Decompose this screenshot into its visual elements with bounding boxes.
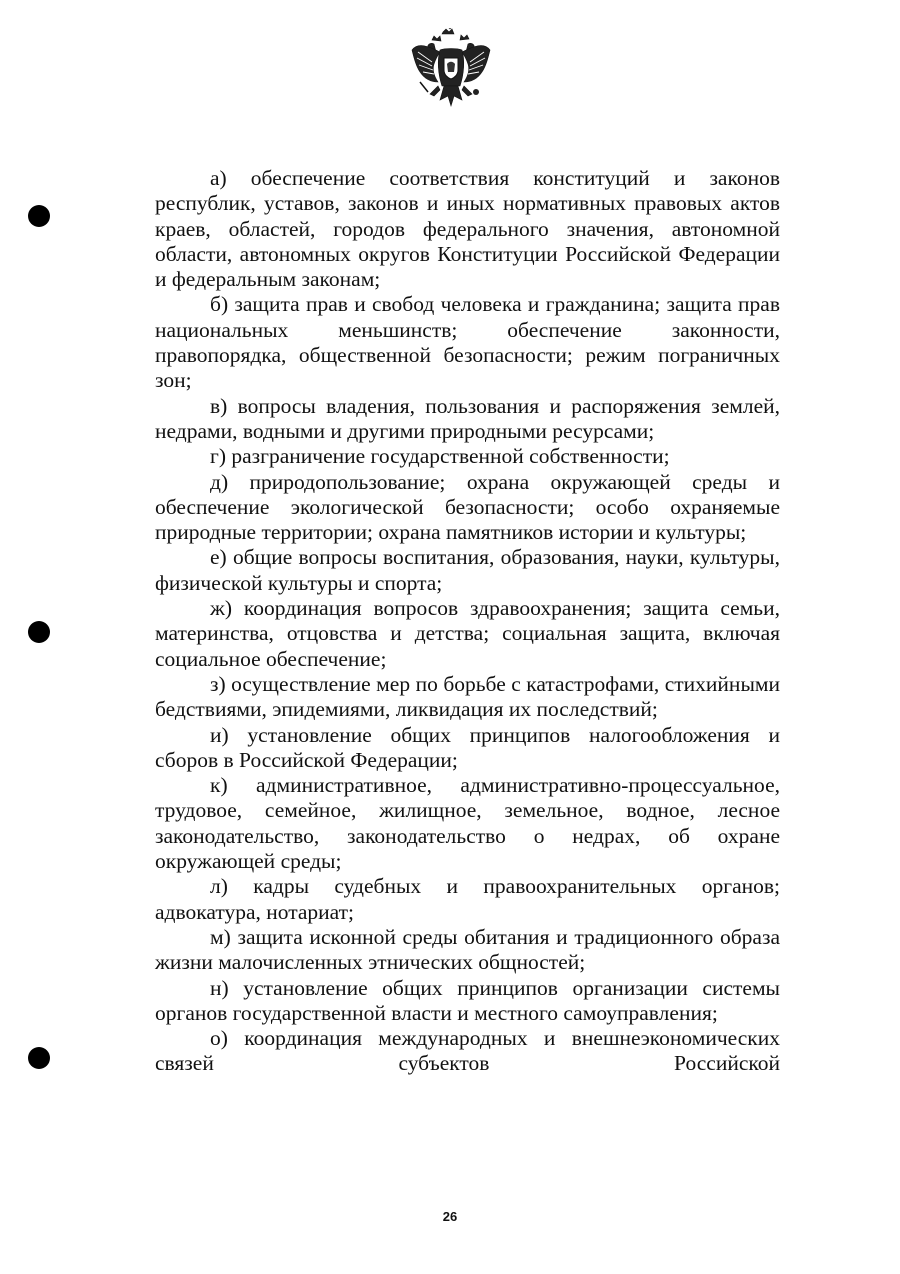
paragraph: з) осуществление мер по борьбе с катастрофами, стихийными бедствиями, эпидемиями, ликвидация их последствий;	[155, 671, 780, 722]
double-headed-eagle-emblem-icon	[410, 28, 492, 112]
paragraph: л) кадры судебных и правоохранительных органов; адвокатура, нотариат;	[155, 874, 780, 924]
paragraph: д) природопользование; охрана окружающей среды и обеспечение экологической безопасности; особо охраняемые природные территории; охрана памятников истории и культуры;	[155, 469, 780, 545]
paragraph: а) обеспечение соответствия конституций и законов республик, уставов, законов и иных нормативных правовых актов краев, областей, городов федерального значения, автономной области, автономных округов Конституции Российской Федерации и федеральным законам;	[155, 166, 780, 292]
paragraph: и) установление общих принципов налогообложения и сборов в Российской Федерации;	[155, 722, 780, 772]
paragraph: в) вопросы владения, пользования и распоряжения землей, недрами, водными и другими природными ресурсами;	[155, 393, 780, 443]
document-body	[155, 166, 780, 1077]
paragraph: г) разграничение государственной собственности;	[210, 444, 670, 469]
paragraph: о) координация международных и внешнеэкономических связей субъектов Российской	[155, 1026, 780, 1076]
punch-hole	[28, 1047, 50, 1069]
punch-hole	[28, 621, 50, 643]
punch-hole	[28, 205, 50, 227]
paragraph: ж) координация вопросов здравоохранения; защита семьи, материнства, отцовства и детства; социальная защита, включая социальное обеспечение;	[155, 596, 780, 671]
paragraph: б) защита прав и свобод человека и гражданина; защита прав национальных меньшинств; обеспечение законности, правопорядка, общественной безопасности; режим пограничных зон;	[155, 292, 780, 393]
paragraph: н) установление общих принципов организации системы органов государственной власти и местного самоуправления;	[155, 975, 780, 1025]
paragraph: е) общие вопросы воспитания, образования, науки, культуры, физической культуры и спорта;	[155, 545, 780, 595]
paragraph: м) защита исконной среды обитания и традиционного образа жизни малочисленных этнических общностей;	[155, 924, 780, 975]
paragraph: к) административное, административно-процессуальное, трудовое, семейное, жилищное, земельное, водное, лесное законодательство, законодательство о недрах, об охране окружающей среды;	[155, 773, 780, 874]
page-number: 26	[442, 1209, 458, 1224]
